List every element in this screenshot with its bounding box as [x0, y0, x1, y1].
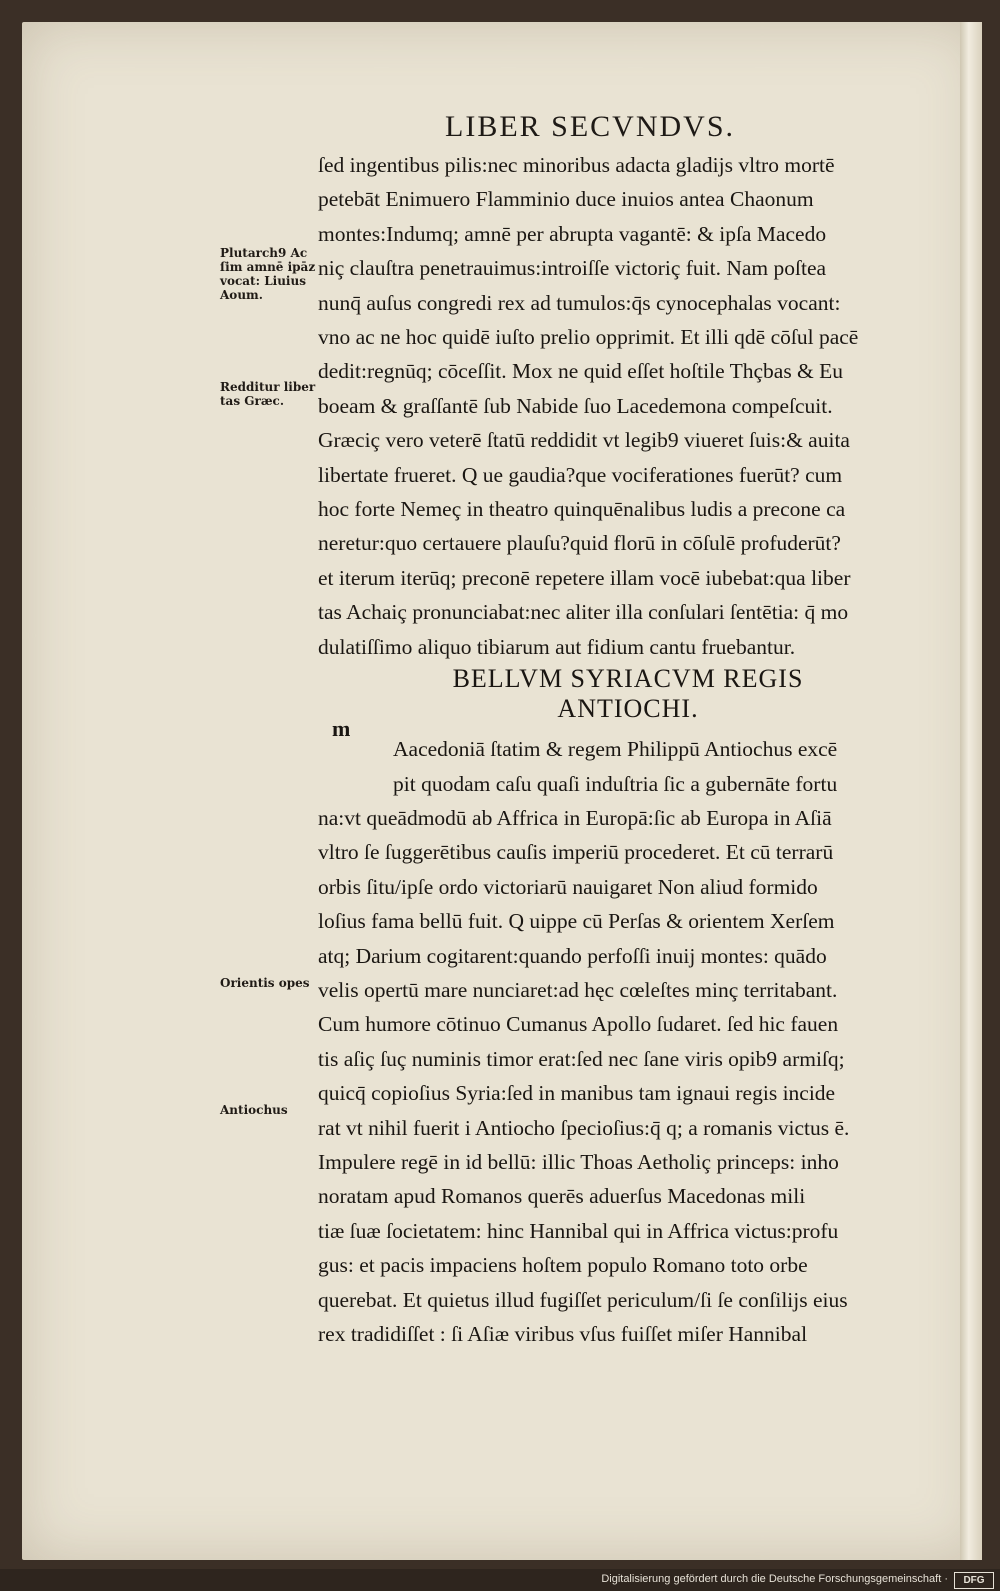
section-heading: [318, 664, 898, 724]
page-edge: [960, 22, 982, 1560]
body-text: [318, 148, 898, 1351]
marginal-note-greece-freedom: Redditur liber tas Græc.: [220, 380, 316, 408]
text-line: quicq̄ copioſius Syria:ſed in manibus tam ignaui regis incide: [318, 1081, 836, 1106]
text-line: vltro ſe ſuggerētibus cauſis imperiū procederet. Et cū terrarū: [318, 840, 834, 865]
text-line: petebāt Enimuero Flamminio duce inuios antea Chaonum: [318, 187, 814, 212]
running-head: LIBER SECVNDVS.: [445, 110, 736, 143]
text-line: noratam apud Romanos querēs aduerſus Macedonas mili: [318, 1184, 806, 1209]
text-line: Aacedoniā ſtatim & regem Philippū Antiochus excē: [393, 737, 838, 762]
text-line: vno ac ne hoc quidē iuſto prelio opprimit. Et illi qdē cōſul pacē: [318, 325, 859, 350]
text-line: dulatiſſimo aliquo tibiarum aut fidium cantu fruebantur.: [318, 634, 796, 659]
marginal-note-antiochus: Antiochus: [220, 1103, 288, 1117]
text-line: atq; Darium cogitarent:quando perfoſſi inuij montes: quādo: [318, 943, 827, 968]
text-line: hoc forte Nemeç in theatro quinquēnalibus ludis a precone ca: [318, 497, 846, 522]
text-line: niç clauſtra penetrauimus:introiſſe victoriç fuit. Nam poſtea: [318, 256, 827, 281]
text-line: nunq̄ auſus congredi rex ad tumulos:q̄s cynocephalas vocant:: [318, 290, 841, 315]
text-line: neretur:quo certauere plauſu?quid florū in cōſulē profuderūt?: [318, 531, 841, 556]
text-line: tas Achaiç pronunciabat:nec aliter illa conſulari ſentētia: q̄ mo: [318, 600, 849, 625]
footer-bar: [0, 1569, 1000, 1591]
text-line: orbis ſitu/ipſe ordo victoriarū nauigaret Non aliud formido: [318, 874, 818, 899]
text-line: montes:Indumq; amnē per abrupta vagantē: & ipſa Macedo: [318, 221, 827, 246]
text-line: Græciç vero veterē ſtatū reddidit vt legib9 viueret ſuis:& auita: [318, 428, 850, 453]
text-line: rex tradidiſſet : ſi Aſiæ viribus vſus fuiſſet miſer Hannibal: [318, 1322, 808, 1346]
marginal-note-plutarch: Plutarch9 Ac ſim amnē ipāz vocat: Liuius Aoum.: [220, 246, 316, 302]
text-line: querebat. Et quietus illud fugiſſet periculum/ſi ſe conſilijs eius: [318, 1287, 848, 1312]
text-line: Impulere regē in id bellū: illic Thoas Aetholiç princeps: inho: [318, 1149, 839, 1174]
text-line: velis opertū mare nunciaret:ad hęc cœleſtes minç territabant.: [318, 977, 838, 1002]
initial-letter: m: [332, 716, 351, 741]
text-line: et iterum iterūq; preconē repetere illam vocē iubebat:qua liber: [318, 565, 851, 590]
section-heading-line2: ANTIOCHI.: [557, 694, 699, 724]
marginal-note-orient-wealth: Orientis opes: [220, 976, 310, 990]
text-line: boeam & graſſantē ſub Nabide ſuo Lacedemona compeſcuit.: [318, 393, 833, 418]
text-line: tis aſiç ſuç numinis timor erat:ſed nec ſane viris opib9 armiſq;: [318, 1046, 845, 1071]
text-line: libertate frueret. Q ue gaudia?que vociferationes fuerūt? cum: [318, 462, 843, 487]
text-line: tiæ ſuæ ſocietatem: hinc Hannibal qui in Affrica victus:profu: [318, 1218, 839, 1243]
text-line: loſius fama bellū fuit. Q uippe cū Perſas & orientem Xerſem: [318, 909, 835, 934]
text-line: rat vt nihil fuerit i Antiocho ſpecioſius:q̄ q; a romanis victus ē.: [318, 1115, 850, 1140]
dfg-logo[interactable]: DFG: [954, 1572, 994, 1589]
section-heading-line1: BELLVM SYRIACVM REGIS: [452, 664, 804, 694]
text-line: pit quodam caſu quaſi induſtria ſic a gubernāte fortu: [393, 771, 838, 796]
text-line: Cum humore cōtinuo Cumanus Apollo ſudaret. ſed hic fauen: [318, 1012, 839, 1037]
funding-notice: Digitalisierung gefördert durch die Deutsche Forschungsgemeinschaft ·: [601, 1573, 948, 1585]
text-line: dedit:regnūq; cōceſſit. Mox ne quid eſſet hoſtile Thçbas & Eu: [318, 359, 844, 384]
text-line: ſed ingentibus pilis:nec minoribus adacta gladijs vltro mortē: [318, 153, 835, 177]
text-line: gus: et pacis impaciens hoſtem populo Romano toto orbe: [318, 1253, 808, 1278]
text-line: na:vt queādmodū ab Affrica in Europā:ſic ab Europa in Aſiā: [318, 805, 832, 830]
